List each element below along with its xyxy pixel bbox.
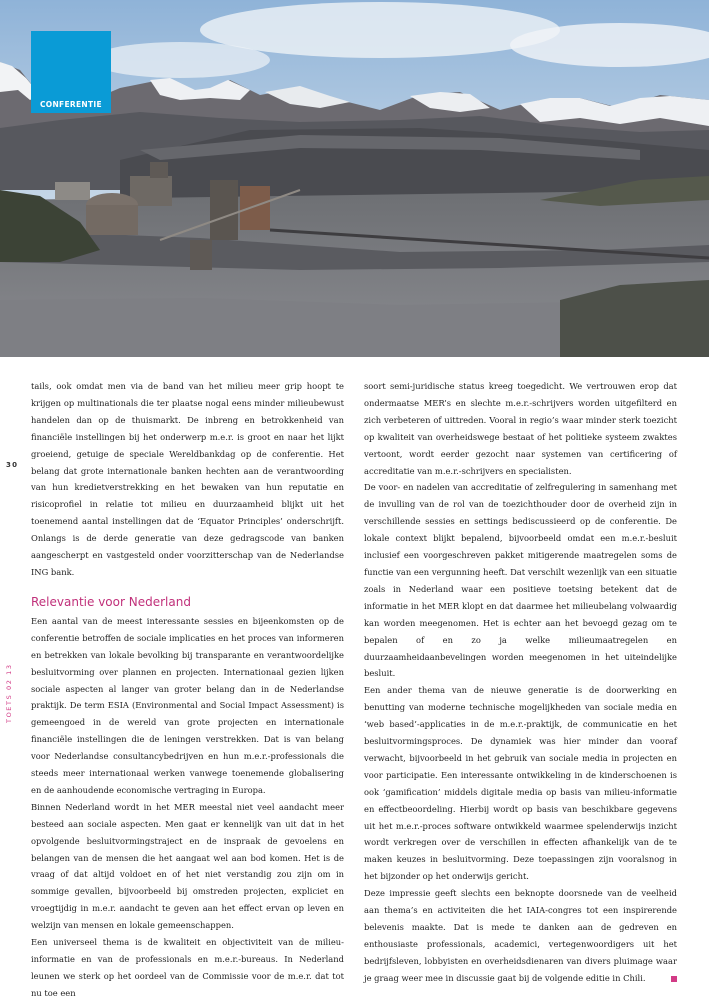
running-title-text: TOETS 02 13 (5, 663, 13, 723)
body-paragraph: De voor- en nadelen van accreditatie of zelfregulering in samenhang met de invulling van de rol van de toezichthouder door de overheid zijn in verschillende sessies en settings bediscussieerd op de conferentie. De lokale context blijkt bepalend, bijvoorbeeld omdat een m.e.r.-besluit inclusief een voorgeschreven pakket mitigerende maatregelen soms de functie van een vergunning heeft. Dat verschilt wezenlijk van een situatie zoals in Nederland waar een positieve toetsing betekent dat de informatie in het MER klopt en dat daarmee het milieubelang volwaardig kan worden meegenomen. Het is echter aan het bevoegd gezag om te bepalen of en zo ja welke milieumaatregelen en duurzaamheidaanbevelingen worden meegenomen in het uiteindelijke besluit. (364, 482, 677, 679)
running-title (5, 643, 15, 723)
right-column (364, 378, 677, 987)
body-paragraph: Binnen Nederland wordt in het MER meestal niet veel aandacht meer besteed aan sociale aspecten. Men gaat er kennelijk van uit dat in het opvolgende besluitvormingstraject en de inspraak de gevoelens en belangen van de mensen die het aangaat wel aan bod komen. Het is de vraag of dat altijd voldoet en of het niet verstandig zou zijn om in sommige gevallen, bijvoorbeeld bij omstreden projecten, expliciet en vroegtijdig in m.e.r. aandacht te geven aan het effect ervan op leven en welzijn van mensen en lokale gemeenschappen. (31, 801, 344, 931)
final-paragraph (364, 885, 677, 986)
body-paragraph: Een aantal van de meest interessante sessies en bijeenkomsten op de conferentie betroffen de sociale implicaties en het proces van informeren en betrekken van lokale bevolking bij transparante en verantwoordelijke besluitvorming over plannen en projecten. Internationaal gezien lijken sociale aspecten al langer van groter belang dan in de Nederlandse praktijk. De term ESIA (Environmental and Social Impact Assessment) is gemeengoed in de wereld van grote projecten en internationale financiële instellingen die de leningen verstrekken. Dat is van belang voor Nederlandse consultancybedrijven en hun m.e.r.-professionals die steeds meer internationaal werken vanwege toenemende globalisering en de aanhoudende economische vertraging in Europa. (31, 615, 344, 795)
section-heading: Relevantie voor Nederland (31, 594, 191, 609)
body-paragraph: soort semi-juridische status kreeg toegedicht. We vertrouwen erop dat ondermaatse MER’s en slechte m.e.r.-schrijvers worden uitgefilterd en zich verbeteren of uittreden. Vooral in regio’s waar minder sterk toezicht op kwaliteit van overheidswege bestaat of het politieke systeem zwaktes vertoont, wordt eerder gezocht naar systemen van certificering of accreditatie van m.e.r.-schrijvers en specialisten. (364, 381, 677, 476)
body-paragraph: Een universeel thema is de kwaliteit en objectiviteit van de milieu-informatie en van de professionals en m.e.r.-bureaus. In Nederland leunen we sterk op het oordeel van de Commissie voor de m.e.r. dat tot nu toe een (31, 937, 344, 998)
final-paragraph-text: Deze impressie geeft slechts een beknopte doorsnede van de veelheid aan thema’s en activiteiten die het IAIA-congres tot een inspirerende belevenis maakte. Dat is mede te danken aan de gedreven en enthousiaste professionals, academici, vertegenwoordigers uit het bedrijfsleven, lobbyisten en overheidsdienaren van divers pluimage waar je graag weer mee in discussie gaat bij de volgende editie in Chili. (364, 888, 677, 983)
section-tag (31, 31, 111, 113)
left-column (31, 378, 344, 1002)
section-tag-label: CONFERENTIE (40, 100, 102, 109)
page-number: 30 (6, 461, 19, 469)
body-paragraph: Een ander thema van de nieuwe generatie is de doorwerking en benutting van moderne technische mogelijkheden van sociale media en ‘web based’-applicaties in de m.e.r.-praktijk, de communicatie en het besluitvormingsproces. De dynamiek was hier minder dan vooraf verwacht, bijvoorbeeld in het gebruik van sociale media in projecten en voor participatie. Een interessante ontwikkeling in de kinderschoenen is ook ‘gamification’ middels digitale media op basis van milieu-informatie en effectbeoordeling. Hierbij wordt op basis van beschikbare gegevens uit het m.e.r.-proces software ontwikkeld waarmee spelenderwijs inzicht wordt verkregen over de verschillen in effecten afhankelijk van de te maken keuzes in besluitvorming. Deze toepassingen zijn vooralsnog in het bijzonder op het onderwijs gericht. (364, 685, 677, 882)
intro-paragraph: tails, ook omdat men via de band van het milieu meer grip hoopt te krijgen op multinationals die ter plaatse nogal eens minder milieubewust handelen dan op de thuismarkt. De inbreng en betrokkenheid van financiële instellingen bij het onderwerp m.e.r. is groot en naar het lijkt groeiend, getuige de speciale Wereldbankdag op de conferentie. Het belang dat grote internationale banken hechten aan de verantwoording van hun kredietverstrekking en het bewaken van hun reputatie en risicoprofiel in relatie tot milieu en duurzaamheid blijkt uit het toenemend aantal instellingen dat de ‘Equator Principles’ onderschrijft. Onlangs is de derde generatie van deze gedragscode van banken aangescherpt en vastgesteld onder voorzitterschap van de Nederlandse ING bank. (31, 381, 344, 577)
end-mark-icon (671, 976, 677, 982)
